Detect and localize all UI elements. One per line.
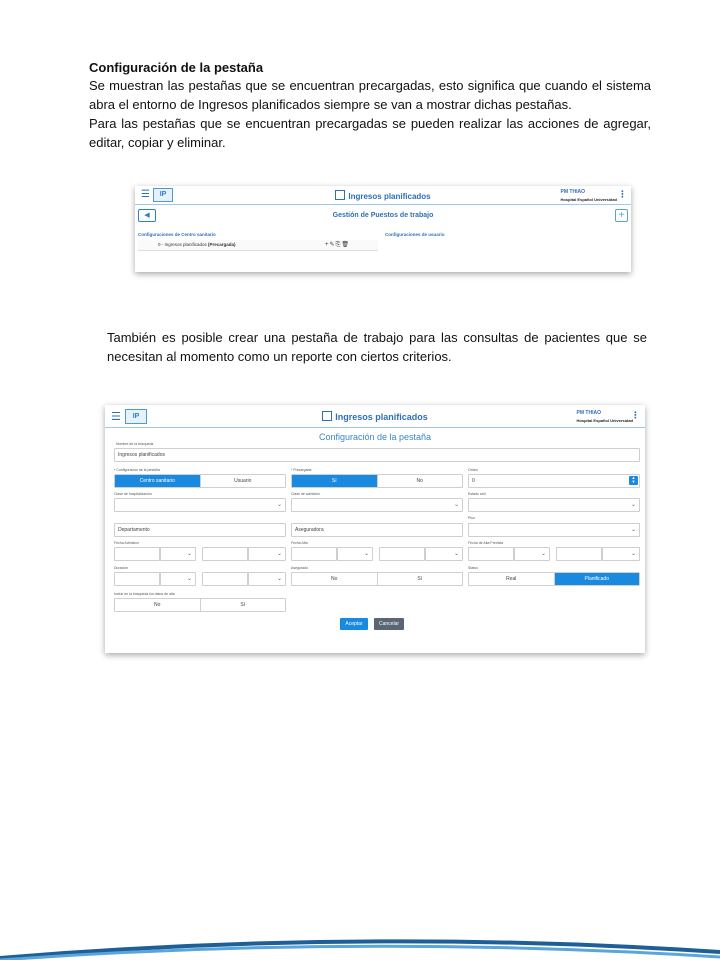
label-admission-date: Fecha Admisión (114, 541, 139, 545)
chevron-down-icon: ⌄ (453, 551, 459, 557)
page-title: Configuración de la pestaña (318, 432, 432, 442)
label-floor: Piso (468, 516, 475, 520)
order-input[interactable]: 0 ▲ ▼ (468, 474, 640, 488)
option-no[interactable]: No (331, 576, 338, 582)
page-title: Gestión de Puestos de trabajo (332, 212, 434, 219)
chevron-down-icon: ⌄ (630, 527, 636, 533)
preloaded-toggle[interactable] (291, 474, 463, 488)
paragraph-intro: Se muestran las pestañas que se encuentran precargadas, esto significa que cuando el sistema abra el entorno de Ingresos planificados siempre se van a mostrar dichas pestañas. (89, 78, 651, 112)
label-insured: Asegurado (291, 566, 308, 570)
paragraph-create: También es posible crear una pestaña de trabajo para las consultas de pacientes que se necesitan al momento como un reporte con ciertos criterios. (107, 330, 647, 364)
chevron-down-icon: ⌄ (276, 576, 282, 582)
chevron-down-icon: ⌄ (186, 551, 192, 557)
option-planificado[interactable]: Planificado (554, 573, 640, 585)
app-bar (105, 405, 645, 428)
option-si[interactable]: Sí (200, 599, 286, 611)
civil-status-select[interactable] (468, 498, 640, 512)
department-input[interactable]: Departamento (114, 523, 286, 537)
building-icon (335, 190, 345, 200)
hospital-name: Hospital Español Universidad (576, 418, 633, 423)
admission-date-op2[interactable] (248, 547, 286, 561)
back-button[interactable]: ◀︎ (138, 209, 156, 222)
screenshot-workstation-management (135, 186, 631, 272)
admission-date-from[interactable] (114, 547, 160, 561)
option-usuario[interactable]: Usuario (200, 475, 286, 487)
building-icon (322, 411, 332, 421)
app-bar (135, 186, 631, 205)
label-order: Orden (468, 468, 478, 472)
option-real[interactable]: Real (506, 576, 517, 582)
option-no[interactable]: No (154, 602, 161, 608)
config-row[interactable] (138, 240, 378, 251)
planned-discharge-to[interactable] (556, 547, 602, 561)
chevron-down-icon: ⌄ (186, 576, 192, 582)
status-toggle[interactable] (468, 572, 640, 586)
label-admission-class: Clase de admisión (291, 492, 320, 496)
hosp-class-select[interactable] (114, 498, 286, 512)
admission-date-to[interactable] (202, 547, 248, 561)
chevron-down-icon: ⌄ (276, 502, 282, 508)
screenshot-tab-configuration (105, 405, 645, 653)
duration-to[interactable] (202, 572, 248, 586)
row-actions[interactable]: +✎⎘🗑 (325, 242, 350, 248)
paragraph-actions: Para las pestañas que se encuentran precargadas se pueden realizar las acciones de agregar, editar, copiar y eliminar. (89, 116, 651, 150)
planned-discharge-op2[interactable] (602, 547, 640, 561)
menu-icon[interactable]: ☰ (141, 189, 150, 200)
duration-from[interactable] (114, 572, 160, 586)
chevron-down-icon: ⌄ (276, 551, 282, 557)
user-name: PM THIAO (560, 189, 585, 195)
label-include-discharge: Incluir en la búsqueda los datos de alta (114, 592, 175, 596)
duration-op[interactable] (160, 572, 196, 586)
planned-discharge-from[interactable] (468, 547, 514, 561)
label-civil-status: Estado civil (468, 492, 486, 496)
section-title: Configuración de la pestaña (89, 60, 264, 75)
discharge-date-from[interactable] (291, 547, 337, 561)
option-si[interactable]: Sí (292, 475, 377, 487)
label-discharge-date: Fecha Alta (291, 541, 308, 545)
chevron-down-icon: ⌄ (630, 551, 636, 557)
app-logo: IP (125, 409, 147, 424)
more-options-icon[interactable]: ⋮ (618, 189, 627, 199)
user-info (577, 410, 633, 423)
label-status: Status (468, 566, 478, 570)
footer-wave-decoration (0, 930, 720, 960)
cancel-button[interactable]: Cancelar (374, 618, 404, 630)
chevron-down-icon: ⌄ (453, 502, 459, 508)
option-no[interactable]: No (377, 475, 463, 487)
add-button[interactable]: + (615, 209, 628, 222)
config-row-label: 0 - Ingresos planificados (Precargada) (158, 242, 236, 247)
include-discharge-toggle[interactable] (114, 598, 286, 612)
insurer-input[interactable]: Aseguradora (291, 523, 463, 537)
menu-icon[interactable]: ☰ (111, 411, 121, 423)
label-planned-discharge: Fecha de Alta Prevista (468, 541, 504, 545)
chevron-down-icon: ⌄ (363, 551, 369, 557)
option-centro-sanitario[interactable]: Centro sanitario (115, 475, 200, 487)
user-info (561, 189, 617, 202)
tab-config-toggle[interactable] (114, 474, 286, 488)
label-tab-config: * Configuración de la pestaña (114, 468, 160, 472)
option-si[interactable]: Sí (377, 573, 463, 585)
discharge-date-op[interactable] (337, 547, 373, 561)
app-logo: IP (153, 188, 173, 202)
search-name-input[interactable]: Ingresos planificados (114, 448, 640, 462)
stepper-icon[interactable]: ▲ ▼ (629, 476, 638, 485)
chevron-down-icon: ⌄ (630, 502, 636, 508)
label-hosp-class: Clase de hospitalización (114, 492, 152, 496)
duration-op2[interactable] (248, 572, 286, 586)
label-duration: Duración (114, 566, 129, 570)
section-center-configs: Configuraciones de Centro sanitario (138, 232, 216, 237)
hospital-name: Hospital Español Universidad (560, 197, 617, 202)
discharge-date-op2[interactable] (425, 547, 463, 561)
app-title: Ingresos planificados (105, 411, 645, 422)
admission-date-op[interactable] (160, 547, 196, 561)
admission-class-select[interactable] (291, 498, 463, 512)
planned-discharge-op[interactable] (514, 547, 550, 561)
app-title: Ingresos planificados (135, 190, 631, 201)
more-options-icon[interactable]: ⋮ (631, 410, 640, 420)
discharge-date-to[interactable] (379, 547, 425, 561)
insured-toggle[interactable] (291, 572, 463, 586)
section-user-configs: Configuraciones de usuario (385, 232, 445, 237)
user-name: PM THIAO (576, 410, 601, 416)
label-preloaded: * Precargada (291, 468, 312, 472)
label-search-name: Nombre de la búsqueda (116, 442, 154, 446)
chevron-down-icon: ⌄ (540, 551, 546, 557)
accept-button[interactable]: Aceptar (340, 618, 368, 630)
floor-select[interactable] (468, 523, 640, 537)
